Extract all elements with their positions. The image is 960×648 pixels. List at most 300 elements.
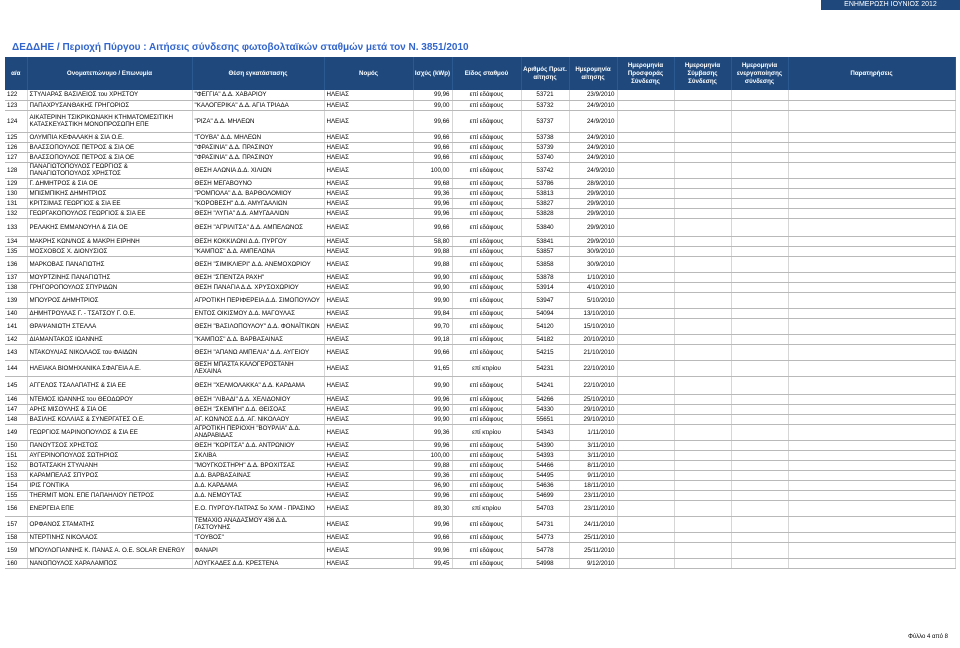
applications-table	[5, 90, 956, 569]
cell-req-no: 53914	[521, 282, 569, 292]
cell-empty	[617, 414, 674, 424]
cell-empty	[731, 394, 788, 404]
col-req-date: Ημερομηνία αίτησης	[569, 57, 617, 90]
cell-type: επί εδάφους	[452, 532, 521, 542]
cell-aa: 127	[5, 152, 27, 162]
table-row	[5, 450, 955, 460]
cell-req-date: 30/9/2010	[569, 256, 617, 272]
cell-aa: 149	[5, 424, 27, 440]
cell-type: επί εδάφους	[452, 558, 521, 568]
cell-power: 99,66	[413, 110, 452, 132]
cell-aa: 151	[5, 450, 27, 460]
cell-location: ΘΕΣΗ "ΒΑΣΙΛΟΠΟΥΛΟΥ" Δ.Δ. ΦΟΝΑΪΤΙΚΩΝ	[192, 318, 324, 334]
cell-location: "ΦΕΓΓΙΑ" Δ.Δ. ΧΑΒΑΡΙΟΥ	[192, 90, 324, 100]
cell-req-no: 54495	[521, 470, 569, 480]
cell-req-no: 53732	[521, 100, 569, 110]
cell-location: ΘΕΣΗ "ΧΕΛΜΟΛΑΚΚΑ" Δ.Δ. ΚΑΡΔΑΜΑ	[192, 376, 324, 394]
cell-req-date: 29/9/2010	[569, 236, 617, 246]
page-title: ΔΕΔΔΗΕ / Περιοχή Πύργου : Αιτήσεις σύνδεσης φωτοβολταϊκών σταθμών μετά τον Ν. 3851/2010	[12, 42, 469, 53]
cell-prefecture: ΗΛΕΙΑΣ	[324, 272, 413, 282]
cell-req-no: 54466	[521, 460, 569, 470]
cell-empty	[788, 516, 955, 532]
table-row	[5, 292, 955, 308]
cell-power: 100,00	[413, 450, 452, 460]
table-row	[5, 558, 955, 568]
cell-empty	[731, 360, 788, 376]
cell-aa: 139	[5, 292, 27, 308]
cell-type: επί εδάφους	[452, 162, 521, 178]
table-row	[5, 460, 955, 470]
cell-prefecture: ΗΛΕΙΑΣ	[324, 318, 413, 334]
page-footer: Φύλλο 4 από 8	[908, 634, 948, 640]
cell-empty	[674, 360, 731, 376]
cell-type: επί εδάφους	[452, 152, 521, 162]
cell-location: ΘΕΣΗ "ΑΠΑΝΩ ΑΜΠΕΛΙΑ" Δ.Δ. ΑΥΓΕΙΟΥ	[192, 344, 324, 360]
cell-req-date: 25/11/2010	[569, 532, 617, 542]
cell-empty	[731, 110, 788, 132]
cell-empty	[674, 272, 731, 282]
cell-prefecture: ΗΛΕΙΑΣ	[324, 450, 413, 460]
cell-power: 99,90	[413, 292, 452, 308]
cell-empty	[617, 142, 674, 152]
cell-power: 99,96	[413, 394, 452, 404]
cell-type: επί εδάφους	[452, 282, 521, 292]
cell-empty	[674, 110, 731, 132]
cell-empty	[788, 318, 955, 334]
cell-aa: 152	[5, 460, 27, 470]
cell-empty	[674, 142, 731, 152]
cell-empty	[788, 376, 955, 394]
cell-req-no: 54998	[521, 558, 569, 568]
cell-empty	[731, 344, 788, 360]
cell-type: επί εδάφους	[452, 460, 521, 470]
cell-req-date: 29/10/2010	[569, 404, 617, 414]
cell-prefecture: ΗΛΕΙΑΣ	[324, 188, 413, 198]
cell-prefecture: ΗΛΕΙΑΣ	[324, 100, 413, 110]
cell-type: επί κτιρίου	[452, 500, 521, 516]
cell-name: ΠΑΠΑΧΡΥΣΑΝΘΑΚΗΣ ΓΡΗΓΟΡΙΟΣ	[27, 100, 192, 110]
cell-location: "ΚΑΜΠΟΣ" Δ.Δ. ΒΑΡΒΑΣΑΙΝΑΣ	[192, 334, 324, 344]
table-row	[5, 334, 955, 344]
cell-location: "ΦΡΑΣΙΝΙΑ" Δ.Δ. ΠΡΑΣΙΝΟΥ	[192, 142, 324, 152]
cell-aa: 128	[5, 162, 27, 178]
cell-aa: 135	[5, 246, 27, 256]
cell-name: ΟΛΥΜΠΙΑ ΚΕΦΑΛΑΚΗ & ΣΙΑ Ο.Ε.	[27, 132, 192, 142]
cell-req-no: 54330	[521, 404, 569, 414]
cell-name: ΜΟΣΧΟΒΟΣ Χ. ΔΙΟΝΥΣΙΟΣ	[27, 246, 192, 256]
cell-location: Δ.Δ. ΚΑΡΔΑΜΑ	[192, 480, 324, 490]
cell-req-no: 53858	[521, 256, 569, 272]
cell-empty	[617, 490, 674, 500]
cell-req-no: 54699	[521, 490, 569, 500]
cell-empty	[617, 480, 674, 490]
cell-power: 100,00	[413, 162, 452, 178]
cell-name: ΠΑΝΟΥΤΣΟΣ ΧΡΗΣΤΟΣ	[27, 440, 192, 450]
cell-req-date: 23/11/2010	[569, 500, 617, 516]
cell-empty	[788, 198, 955, 208]
cell-empty	[788, 292, 955, 308]
cell-aa: 126	[5, 142, 27, 152]
cell-location: ΘΕΣΗ "ΣΠΕΝΤΖΑ ΡΑΧΗ"	[192, 272, 324, 282]
cell-empty	[731, 100, 788, 110]
cell-empty	[617, 90, 674, 100]
cell-empty	[674, 404, 731, 414]
cell-req-no: 53878	[521, 272, 569, 282]
cell-req-no: 54266	[521, 394, 569, 404]
cell-req-date: 9/11/2010	[569, 470, 617, 480]
cell-req-no: 54241	[521, 376, 569, 394]
cell-power: 99,66	[413, 152, 452, 162]
cell-location: "ΚΟΡΟΒΕΣΗ" Δ.Δ. ΑΜΥΓΔΑΛΙΩΝ	[192, 198, 324, 208]
cell-req-date: 20/10/2010	[569, 334, 617, 344]
cell-aa: 147	[5, 404, 27, 414]
cell-location: ΘΕΣΗ "ΚΟΡΙΤΣΑ" Δ.Δ. ΑΝΤΡΩΝΙΟΥ	[192, 440, 324, 450]
cell-empty	[617, 162, 674, 178]
cell-aa: 156	[5, 500, 27, 516]
cell-type: επί εδάφους	[452, 404, 521, 414]
cell-prefecture: ΗΛΕΙΑΣ	[324, 470, 413, 480]
cell-req-date: 24/9/2010	[569, 110, 617, 132]
cell-empty	[731, 308, 788, 318]
cell-name: THERMIT MON. ΕΠΕ ΠΑΠΑΗΛΙΟΥ ΠΕΤΡΟΣ	[27, 490, 192, 500]
cell-empty	[731, 470, 788, 480]
cell-power: 99,00	[413, 100, 452, 110]
col-notes: Παρατηρήσεις	[788, 57, 955, 90]
cell-empty	[617, 558, 674, 568]
cell-type: επί εδάφους	[452, 218, 521, 236]
cell-empty	[617, 178, 674, 188]
cell-name: ΡΕΛΑΚΗΣ ΕΜΜΑΝΟΥΗΛ & ΣΙΑ ΟΕ	[27, 218, 192, 236]
cell-empty	[788, 460, 955, 470]
cell-req-date: 8/11/2010	[569, 460, 617, 470]
cell-empty	[731, 460, 788, 470]
cell-empty	[788, 282, 955, 292]
cell-prefecture: ΗΛΕΙΑΣ	[324, 480, 413, 490]
cell-empty	[674, 152, 731, 162]
cell-prefecture: ΗΛΕΙΑΣ	[324, 490, 413, 500]
cell-type: επί εδάφους	[452, 480, 521, 490]
cell-empty	[617, 516, 674, 532]
cell-name: ΒΛΑΣΣΟΠΟΥΛΟΣ ΠΕΤΡΟΣ & ΣΙΑ ΟΕ	[27, 152, 192, 162]
cell-prefecture: ΗΛΕΙΑΣ	[324, 460, 413, 470]
cell-req-no: 54773	[521, 532, 569, 542]
cell-aa: 140	[5, 308, 27, 318]
cell-name: ΜΠΟΥΡΟΣ ΔΗΜΗΤΡΙΟΣ	[27, 292, 192, 308]
cell-empty	[674, 246, 731, 256]
table-row	[5, 142, 955, 152]
cell-empty	[788, 162, 955, 178]
cell-empty	[731, 90, 788, 100]
cell-empty	[617, 132, 674, 142]
table-row	[5, 178, 955, 188]
cell-req-no: 55651	[521, 414, 569, 424]
cell-req-date: 13/10/2010	[569, 308, 617, 318]
table-row	[5, 218, 955, 236]
cell-empty	[731, 404, 788, 414]
cell-empty	[617, 500, 674, 516]
cell-empty	[788, 152, 955, 162]
cell-name: ΜΑΚΡΗΣ ΚΩΝ/ΝΟΣ & ΜΑΚΡΗ ΕΙΡΗΝΗ	[27, 236, 192, 246]
cell-type: επί εδάφους	[452, 334, 521, 344]
cell-empty	[617, 460, 674, 470]
cell-location: ΑΓΡΟΤΙΚΗ ΠΕΡΙΟΧΗ "ΒΟΥΡΛΙΑ" Δ.Δ. ΑΝΔΡΑΒΙΔΑΣ	[192, 424, 324, 440]
cell-name: ΚΡΙΤΣΙΜΑΣ ΓΕΩΡΓΙΟΣ & ΣΙΑ ΕΕ	[27, 198, 192, 208]
table-row	[5, 500, 955, 516]
cell-empty	[788, 470, 955, 480]
cell-empty	[731, 132, 788, 142]
cell-name: ΑΡΗΣ ΜΙΣΟΥΛΗΣ & ΣΙΑ ΟΕ	[27, 404, 192, 414]
cell-empty	[731, 334, 788, 344]
cell-empty	[731, 532, 788, 542]
cell-empty	[788, 208, 955, 218]
cell-name: ΘΡΑΨΑΝΙΩΤΗ ΣΤΕΛΛΑ	[27, 318, 192, 334]
cell-power: 58,80	[413, 236, 452, 246]
cell-power: 99,88	[413, 256, 452, 272]
cell-empty	[788, 440, 955, 450]
cell-req-date: 29/9/2010	[569, 218, 617, 236]
cell-empty	[731, 188, 788, 198]
cell-power: 99,84	[413, 308, 452, 318]
cell-prefecture: ΗΛΕΙΑΣ	[324, 256, 413, 272]
cell-req-date: 24/9/2010	[569, 100, 617, 110]
cell-prefecture: ΗΛΕΙΑΣ	[324, 440, 413, 450]
cell-name: ΓΕΩΡΓΙΟΣ ΜΑΡΙΝΟΠΟΥΛΟΣ & ΣΙΑ ΕΕ	[27, 424, 192, 440]
cell-empty	[731, 208, 788, 218]
cell-type: επί κτιρίου	[452, 424, 521, 440]
cell-empty	[788, 490, 955, 500]
cell-aa: 132	[5, 208, 27, 218]
cell-prefecture: ΗΛΕΙΑΣ	[324, 162, 413, 178]
cell-empty	[617, 450, 674, 460]
cell-empty	[788, 110, 955, 132]
cell-empty	[674, 208, 731, 218]
cell-type: επί εδάφους	[452, 292, 521, 308]
cell-empty	[674, 90, 731, 100]
cell-req-no: 53857	[521, 246, 569, 256]
cell-empty	[674, 218, 731, 236]
cell-req-date: 23/9/2010	[569, 90, 617, 100]
cell-empty	[617, 470, 674, 480]
cell-power: 99,96	[413, 90, 452, 100]
cell-location: Δ.Δ. ΒΑΡΒΑΣΑΙΝΑΣ	[192, 470, 324, 480]
cell-power: 89,30	[413, 500, 452, 516]
cell-empty	[674, 480, 731, 490]
cell-req-no: 54390	[521, 440, 569, 450]
cell-prefecture: ΗΛΕΙΑΣ	[324, 90, 413, 100]
cell-req-date: 18/11/2010	[569, 480, 617, 490]
cell-req-no: 53738	[521, 132, 569, 142]
cell-empty	[617, 246, 674, 256]
table-row	[5, 272, 955, 282]
cell-prefecture: ΗΛΕΙΑΣ	[324, 152, 413, 162]
cell-type: επί εδάφους	[452, 132, 521, 142]
cell-power: 99,96	[413, 198, 452, 208]
cell-type: επί εδάφους	[452, 246, 521, 256]
cell-location: ΘΕΣΗ "ΣΙΜΙΚΛΙΕΡΙ" Δ.Δ. ΑΝΕΜΟΧΩΡΙΟΥ	[192, 256, 324, 272]
cell-prefecture: ΗΛΕΙΑΣ	[324, 414, 413, 424]
cell-location: ΘΕΣΗ "ΛΥΓΙΑ" Δ.Δ. ΑΜΥΓΔΑΛΙΩΝ	[192, 208, 324, 218]
cell-power: 99,88	[413, 460, 452, 470]
cell-empty	[731, 558, 788, 568]
cell-empty	[788, 100, 955, 110]
cell-power: 99,96	[413, 490, 452, 500]
cell-empty	[788, 404, 955, 414]
cell-type: επί εδάφους	[452, 516, 521, 532]
cell-name: ΜΠΙΣΜΠΙΚΗΣ ΔΗΜΗΤΡΙΟΣ	[27, 188, 192, 198]
cell-empty	[788, 218, 955, 236]
cell-power: 99,36	[413, 470, 452, 480]
cell-type: επί εδάφους	[452, 236, 521, 246]
cell-empty	[674, 500, 731, 516]
cell-prefecture: ΗΛΕΙΑΣ	[324, 542, 413, 558]
cell-req-no: 54778	[521, 542, 569, 558]
cell-aa: 124	[5, 110, 27, 132]
cell-location: Ε.Ο. ΠΥΡΓΟΥ-ΠΑΤΡΑΣ 5ο ΧΛΜ - ΠΡΑΣΙΝΟ	[192, 500, 324, 516]
cell-name: ΣΤΥΛΙΑΡΑΣ ΒΑΣΙΛΕΙΟΣ του ΧΡΗΣΤΟΥ	[27, 90, 192, 100]
cell-empty	[674, 188, 731, 198]
cell-req-date: 30/9/2010	[569, 246, 617, 256]
cell-aa: 146	[5, 394, 27, 404]
update-note: ΕΝΗΜΕΡΩΣΗ ΙΟΥΝΙΟΣ 2012	[821, 0, 960, 10]
cell-empty	[674, 394, 731, 404]
cell-power: 99,90	[413, 414, 452, 424]
cell-location: Δ.Δ. ΝΕΜΟΥΤΑΣ	[192, 490, 324, 500]
cell-name: ΝΤΕΜΟΣ ΙΩΑΝΝΗΣ του ΘΕΟΔΩΡΟΥ	[27, 394, 192, 404]
cell-empty	[788, 558, 955, 568]
cell-aa: 160	[5, 558, 27, 568]
cell-type: επί εδάφους	[452, 308, 521, 318]
table-row	[5, 424, 955, 440]
cell-empty	[731, 440, 788, 450]
cell-empty	[788, 334, 955, 344]
cell-empty	[731, 292, 788, 308]
cell-empty	[674, 178, 731, 188]
cell-name: ΙΡΙΣ ΓΟΝΤΙΚΑ	[27, 480, 192, 490]
cell-req-date: 24/11/2010	[569, 516, 617, 532]
cell-aa: 157	[5, 516, 27, 532]
col-name: Ονοματεπώνυμο / Επωνυμία	[27, 57, 192, 90]
cell-power: 99,96	[413, 208, 452, 218]
cell-req-date: 5/10/2010	[569, 292, 617, 308]
cell-empty	[674, 236, 731, 246]
table-row	[5, 198, 955, 208]
cell-location: ΦΑΝΑΡΙ	[192, 542, 324, 558]
cell-aa: 158	[5, 532, 27, 542]
cell-name: ΔΗΜΗΤΡΟΥΛΑΣ Γ. - ΤΣΑΤΣΟΥ Γ. Ο.Ε.	[27, 308, 192, 318]
cell-aa: 143	[5, 344, 27, 360]
cell-req-date: 1/11/2010	[569, 424, 617, 440]
cell-empty	[731, 218, 788, 236]
cell-location: "ΓΟΥΒΑ" Δ.Δ. ΜΗΛΕΩΝ	[192, 132, 324, 142]
cell-location: ΛΟΥΓΚΑΔΕΣ Δ.Δ. ΚΡΕΣΤΕΝΑ	[192, 558, 324, 568]
cell-power: 99,66	[413, 218, 452, 236]
cell-req-no: 53841	[521, 236, 569, 246]
cell-empty	[617, 218, 674, 236]
cell-req-date: 21/10/2010	[569, 344, 617, 360]
cell-aa: 154	[5, 480, 27, 490]
cell-req-date: 1/10/2010	[569, 272, 617, 282]
cell-prefecture: ΗΛΕΙΑΣ	[324, 110, 413, 132]
cell-empty	[674, 424, 731, 440]
cell-location: ΘΕΣΗ "ΣΚΕΜΠΗ" Δ.Δ. ΘΕΙΣΟΑΣ	[192, 404, 324, 414]
col-req-no: Αριθμός Πρωτ. αίτησης	[521, 57, 569, 90]
cell-empty	[674, 256, 731, 272]
cell-name: ΒΑΣΙΛΗΣ ΚΟΛΛΙΑΣ & ΣΥΝΕΡΓΑΤΕΣ Ο.Ε.	[27, 414, 192, 424]
cell-type: επί εδάφους	[452, 188, 521, 198]
cell-empty	[617, 440, 674, 450]
cell-req-no: 54343	[521, 424, 569, 440]
cell-empty	[617, 152, 674, 162]
cell-type: επί εδάφους	[452, 470, 521, 480]
table-row	[5, 208, 955, 218]
cell-req-no: 54120	[521, 318, 569, 334]
cell-req-date: 29/9/2010	[569, 188, 617, 198]
col-activation-date: Ημερομηνία ενεργοποίησης σύνδεσης	[731, 57, 788, 90]
cell-location: ΤΕΜΑΧΙΟ ΑΝΑΔΑΣΜΟΥ 436 Δ.Δ. ΓΑΣΤΟΥΝΗΣ	[192, 516, 324, 532]
table-row	[5, 152, 955, 162]
cell-name: ΒΟΤΑΤΣΑΚΗ ΣΤΥΛΙΑΝΗ	[27, 460, 192, 470]
cell-power: 91,65	[413, 360, 452, 376]
cell-req-no: 53813	[521, 188, 569, 198]
table-row	[5, 188, 955, 198]
cell-req-no: 54636	[521, 480, 569, 490]
table-row	[5, 308, 955, 318]
cell-empty	[674, 414, 731, 424]
cell-prefecture: ΗΛΕΙΑΣ	[324, 236, 413, 246]
cell-type: επί εδάφους	[452, 110, 521, 132]
cell-power: 99,66	[413, 142, 452, 152]
cell-aa: 129	[5, 178, 27, 188]
cell-type: επί εδάφους	[452, 90, 521, 100]
cell-empty	[731, 162, 788, 178]
cell-aa: 159	[5, 542, 27, 558]
cell-power: 99,45	[413, 558, 452, 568]
cell-empty	[731, 256, 788, 272]
cell-name: ΜΟΥΡΤΖΙΝΗΣ ΠΑΝΑΓΙΩΤΗΣ	[27, 272, 192, 282]
cell-location: "ΓΟΥΒΟΣ"	[192, 532, 324, 542]
cell-type: επί εδάφους	[452, 542, 521, 558]
cell-location: "ΦΡΑΣΙΝΙΑ" Δ.Δ. ΠΡΑΣΙΝΟΥ	[192, 152, 324, 162]
cell-empty	[674, 376, 731, 394]
cell-empty	[674, 100, 731, 110]
cell-power: 99,96	[413, 542, 452, 558]
cell-location: ΘΕΣΗ ΚΟΚΚΙΛΩΝΙ Δ.Δ. ΠΥΡΓΟΥ	[192, 236, 324, 246]
cell-empty	[731, 490, 788, 500]
cell-req-date: 22/10/2010	[569, 360, 617, 376]
table-row	[5, 516, 955, 532]
col-type: Είδος σταθμού	[452, 57, 521, 90]
cell-req-no: 53840	[521, 218, 569, 236]
cell-location: ΣΚΛΙΒΑ	[192, 450, 324, 460]
cell-type: επί εδάφους	[452, 414, 521, 424]
cell-prefecture: ΗΛΕΙΑΣ	[324, 344, 413, 360]
cell-req-no: 53947	[521, 292, 569, 308]
cell-power: 99,90	[413, 282, 452, 292]
cell-req-no: 53827	[521, 198, 569, 208]
cell-empty	[731, 450, 788, 460]
cell-empty	[617, 394, 674, 404]
cell-type: επί εδάφους	[452, 440, 521, 450]
col-contract-date: Ημερομηνία Σύμβασης Σύνδεσης	[674, 57, 731, 90]
cell-empty	[788, 480, 955, 490]
cell-name: ΜΠΟΥΛΟΓΙΑΝΝΗΣ Κ. ΠΑΝΑΣ Α. Ο.Ε. SOLAR ENERGY	[27, 542, 192, 558]
cell-empty	[617, 376, 674, 394]
cell-empty	[617, 100, 674, 110]
cell-type: επί κτιρίου	[452, 360, 521, 376]
cell-empty	[788, 272, 955, 282]
table-row	[5, 110, 955, 132]
cell-name: ΜΑΡΚΟΒΑΣ ΠΑΝΑΓΙΩΤΗΣ	[27, 256, 192, 272]
